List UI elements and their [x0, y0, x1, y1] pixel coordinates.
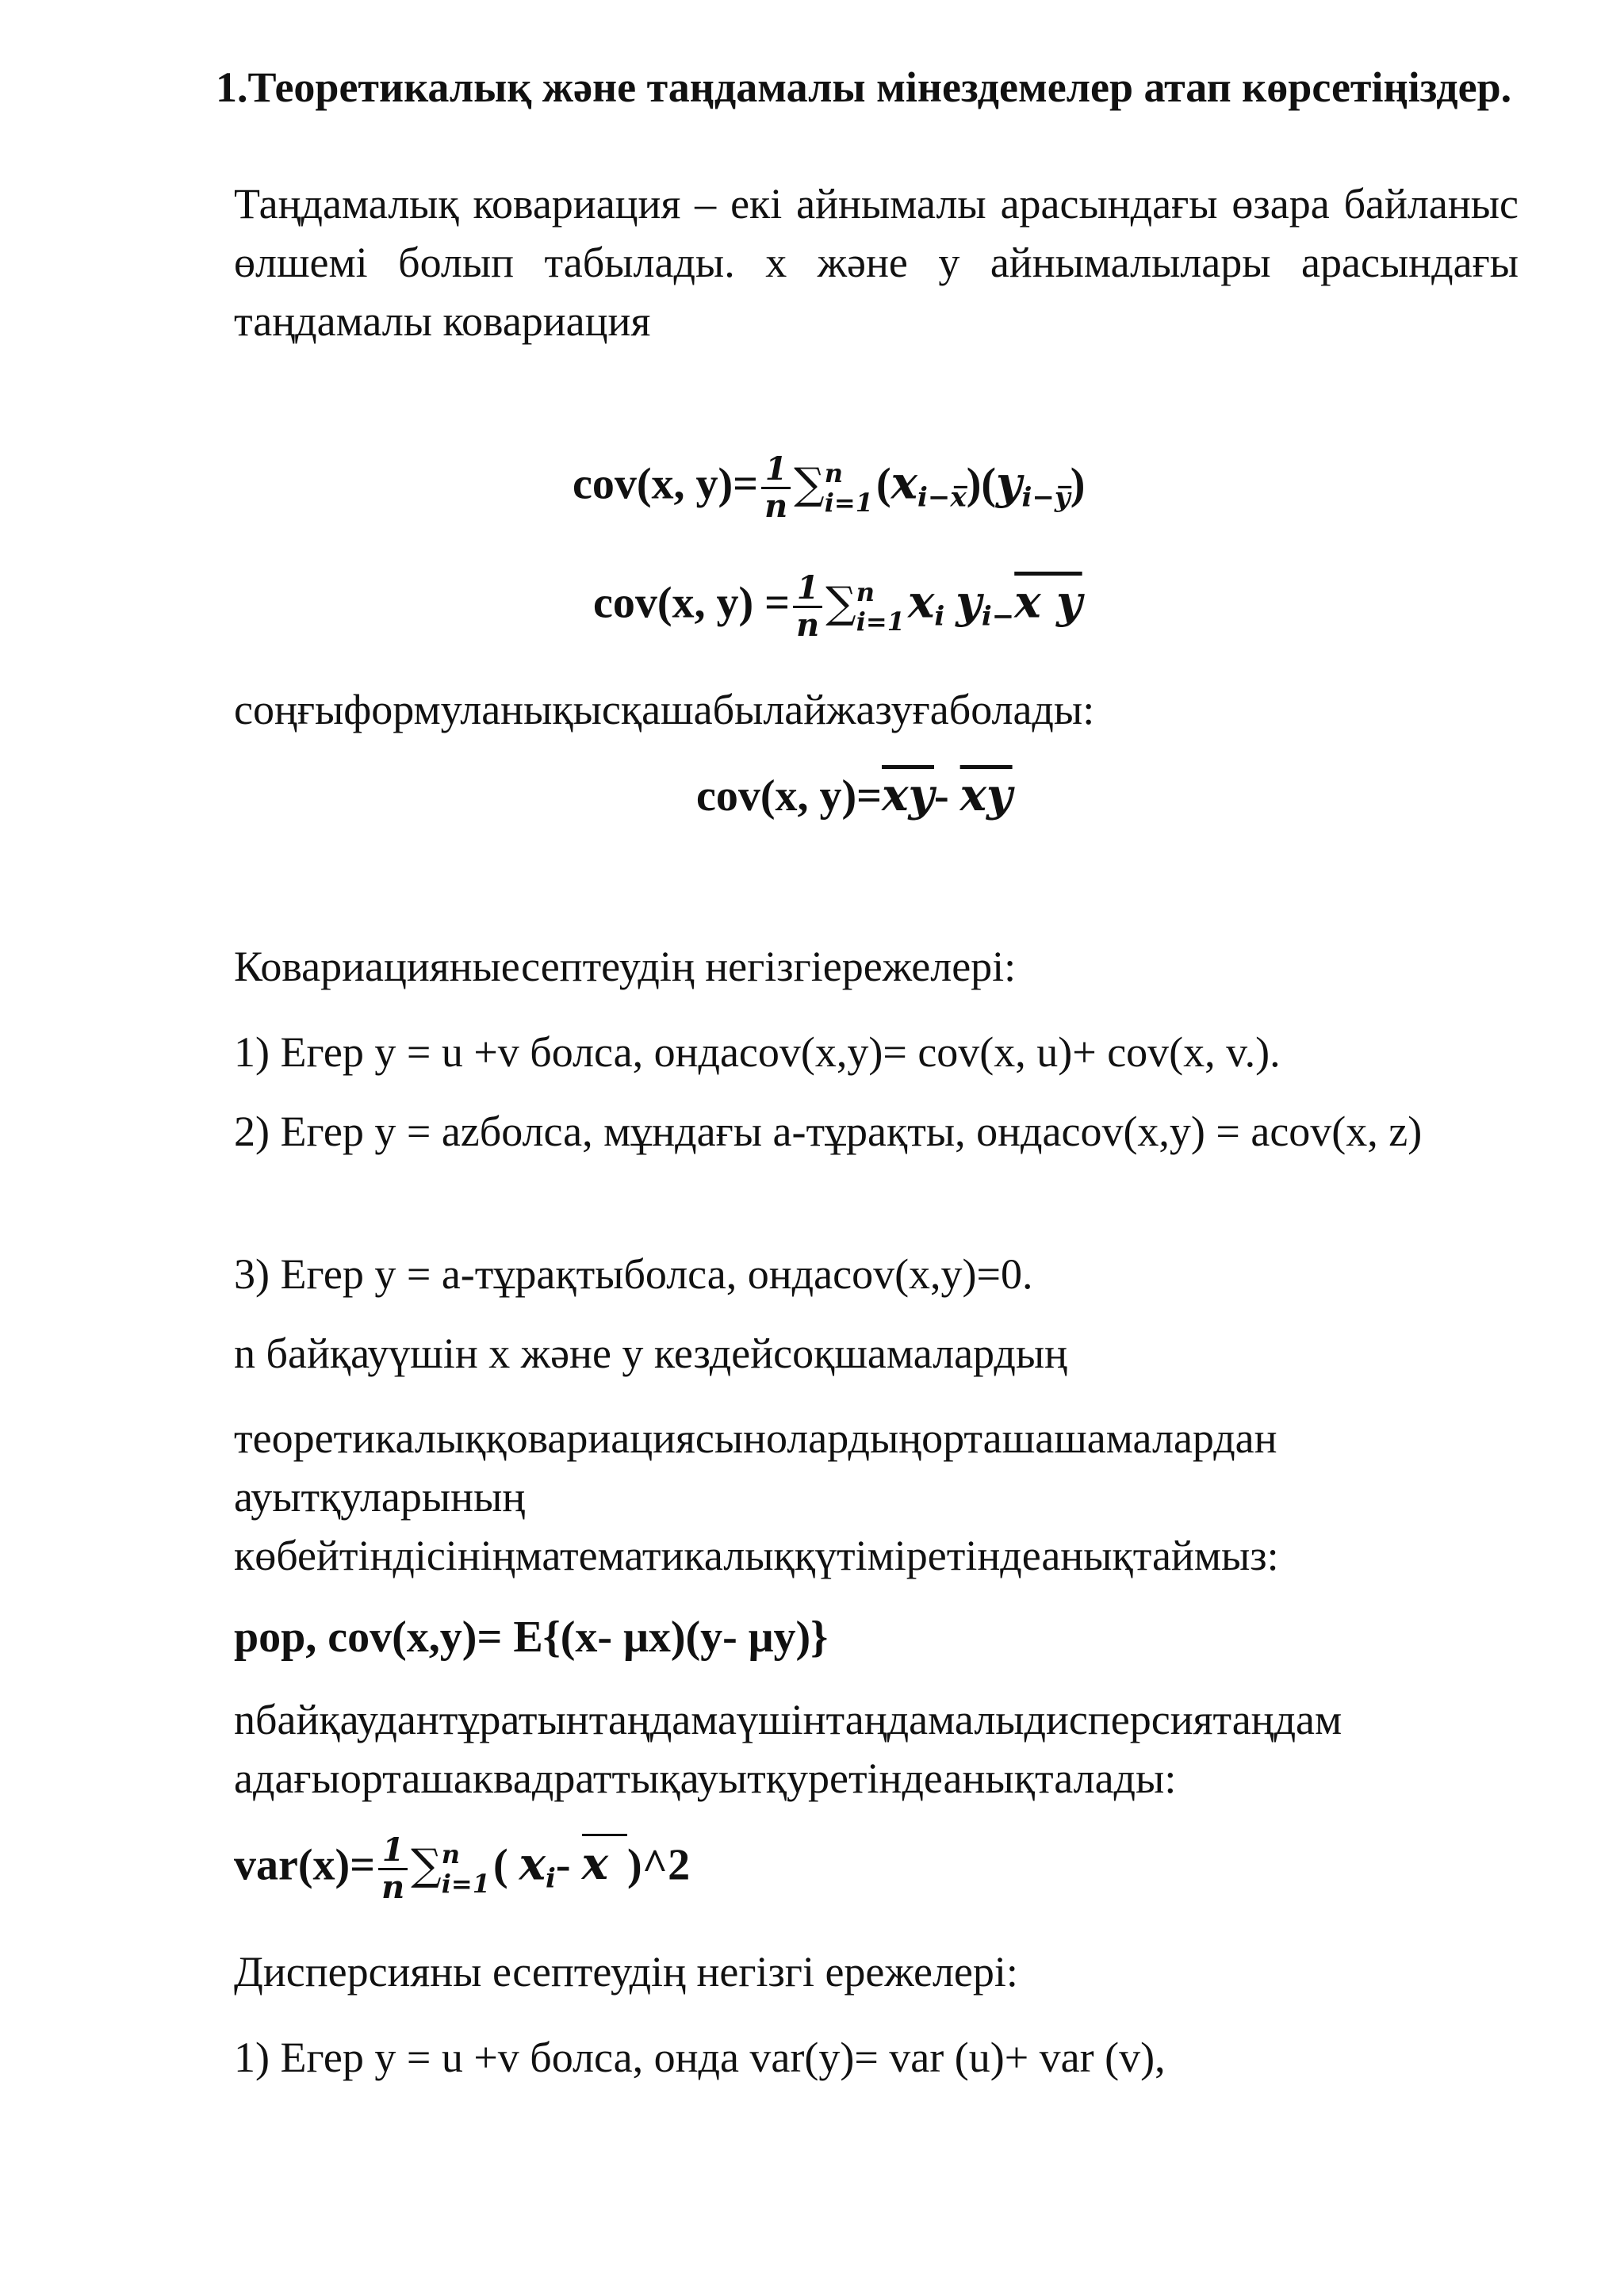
covariance-rule-3: 3) Егер y = a-тұрақтыболса, ондаcov(x,y)=0. — [234, 1250, 1033, 1298]
short-form-text: соңғыформуланықысқашабылайжазуғаболады: — [234, 686, 1095, 733]
variance-fraction: $\frac{1}{n}$ — [378, 1833, 408, 1905]
sum-limits: n i=1 — [824, 457, 873, 518]
formula2-lhs: cov(x, y) = — [593, 578, 791, 628]
sum-limits: n i=1 — [441, 1839, 490, 1899]
covariance-rule-2: 2) Егер y = azболса, мұндағы a-тұрақты, ондаcov(x,y) = acov(x, z) — [234, 1108, 1423, 1155]
sum-symbol: ∑ — [411, 1839, 442, 1890]
population-covariance-formula: pop, cov(x,y)= E{(x- μx)(y- μy)} — [234, 1613, 829, 1662]
variance-formula: var(x)= $\frac{1}{n}$ ∑ n i=1 ( $x_i-$ x )^2 — [234, 1831, 691, 1906]
formula1-fraction: $\frac{1}{n}$ — [761, 452, 791, 524]
covariance-formula-2: cov(x, y) = $\frac{1}{n}$ ∑ n i=1 $x_i$ $y_{i-}x$ y — [593, 569, 1082, 644]
covariance-rules-title: Ковариацияныесептеудің негізгіережелері: — [234, 943, 1017, 990]
question-heading: 1.Теоретикалық және таңдамалы мінездемелер атап көрсетіңіздер. — [216, 63, 1512, 111]
n-observations-text: n байқауүшін x және y кездейсоқшамалардың — [234, 1330, 1067, 1377]
theoretical-covariance-text: теоретикалыққовариациясынолардыңорташашамалардан ауытқуларының көбейтіндісініңматематикалыққүтіміретіндеанықтаймыз: — [234, 1414, 1279, 1579]
formula2-fraction: $\frac{1}{n}$ — [793, 571, 822, 643]
sum-symbol: ∑ — [825, 577, 856, 628]
covariance-formula-3: cov(x, $y)=\overline{xy}-$ $\overline{xy}$ — [696, 769, 1013, 821]
sum-symbol: ∑ — [794, 458, 825, 509]
variance-rules-title: Дисперсияны есептеудің негізгі ережелері: — [234, 1948, 1018, 1996]
formula1-lhs: cov(x, y)= — [573, 459, 759, 509]
variance-rule-1: 1) Егер y = u +v болса, онда var(y)= var (u)+ var (v), — [234, 2034, 1166, 2081]
covariance-formula-1: cov(x, y)= $\frac{1}{n}$ ∑ n i=1 $(x_{i-x̅})(y_{i-y̅})$ — [573, 450, 1086, 525]
intro-paragraph: Таңдамалық ковариация – екі айнымалы арасындағы өзара байланыс өлшемі болып табылады. x және y айнымалылары арасындағы таңдамалы ковариация — [234, 180, 1519, 345]
sum-limits: n i=1 — [856, 576, 905, 637]
covariance-rule-1: 1) Егер y = u +v болса, ондаcov(x,y)= cov(x, u)+ cov(x, v.). — [234, 1028, 1281, 1076]
sample-variance-text: nбайқаудантұратынтаңдамаүшінтаңдамалыдисперсиятаңдам адағыорташаквадраттықауытқуретіндеанықталады: — [234, 1696, 1342, 1802]
